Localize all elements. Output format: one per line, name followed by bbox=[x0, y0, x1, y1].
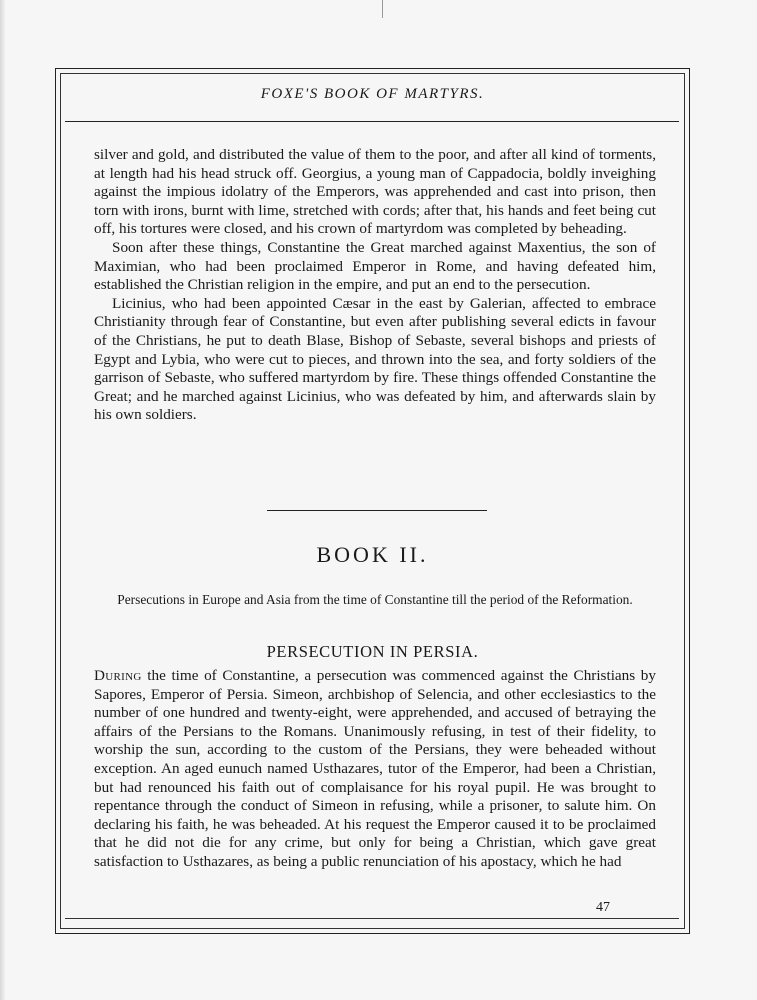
paragraph: Soon after these things, Constantine the Great marched against Maxentius, the son of Maximian, who had been proclaimed Emperor in Rome, and having defeated him, established the Christian religion in the empire, and put an end to the persecution. bbox=[94, 238, 656, 294]
paragraph: silver and gold, and distributed the value of them to the poor, and after all kind of torments, at length had his head struck off. Georgius, a young man of Cappadocia, boldly inveighing against the impious idolatry of the Emperors, was apprehended and cast into prison, then torn with irons, burnt with lime, stretched with cords; after that, his hands and feet being cut off, his tortures were closed, and his crown of martyrdom was completed by beheading. bbox=[94, 146, 656, 238]
paragraph: Licinius, who had been appointed Cæsar in the east by Galerian, affected to embrace Christianity through fear of Constantine, but even after publishing several edicts in favour of the Christians, he put to death Blase, Bishop of Sebaste, several bishops and priests of Egypt and Lybia, who were cut to pieces, and thrown into the sea, and forty soldiers of the garrison of Sebaste, who suffered martyrdom by fire. These things offended Constantine the Great; and he marched against Licinius, who was defeated by him, and afterwards slain by his own soldiers. bbox=[94, 294, 656, 424]
book-subtitle: Persecutions in Europe and Asia from the time of Constantine till the period of the Reformation. bbox=[117, 592, 633, 607]
paragraph-body: the time of Constantine, a persecution was commenced against the Christians by Sapores, Emperor of Persia. Simeon, archbishop of Selencia, and other ecclesiastics to the number of one hundred and twenty-eight, were apprehended, and accused of betraying the affairs of the Persians to the Romans. Unanimously refusing, in test of their fidelity, to worship the sun, according to the custom of the Persians, they were beheaded without exception. An aged eunuch named Usthazares, tutor of the Emperor, had been a Christian, but had renounced his faith out of complaisance for his royal pupil. He was brought to repentance through the conduct of Simeon in refusing, while a prisoner, to salute him. On declaring his faith, he was beheaded. At his request the Emperor caused it to be proclaimed that he did not die for any crime, but only for being a Christian, which gave great satisfaction to Usthazares, as being a public renunciation of his apostacy, which he had bbox=[94, 667, 656, 870]
book-title: BOOK II. bbox=[316, 542, 429, 567]
paragraph bbox=[94, 667, 656, 872]
text-block-continuation bbox=[94, 146, 656, 425]
page-number: 47 bbox=[596, 900, 610, 915]
margin-mark bbox=[382, 0, 384, 18]
footer-rule bbox=[65, 918, 679, 919]
opening-word: During bbox=[94, 667, 142, 684]
binding-shadow bbox=[0, 0, 6, 1000]
header-rule bbox=[65, 121, 679, 122]
chapter-title: PERSECUTION IN PERSIA. bbox=[266, 642, 479, 661]
section-divider bbox=[267, 510, 487, 511]
running-head: FOXE'S BOOK OF MARTYRS. bbox=[260, 86, 485, 102]
text-block-persia bbox=[94, 667, 656, 872]
